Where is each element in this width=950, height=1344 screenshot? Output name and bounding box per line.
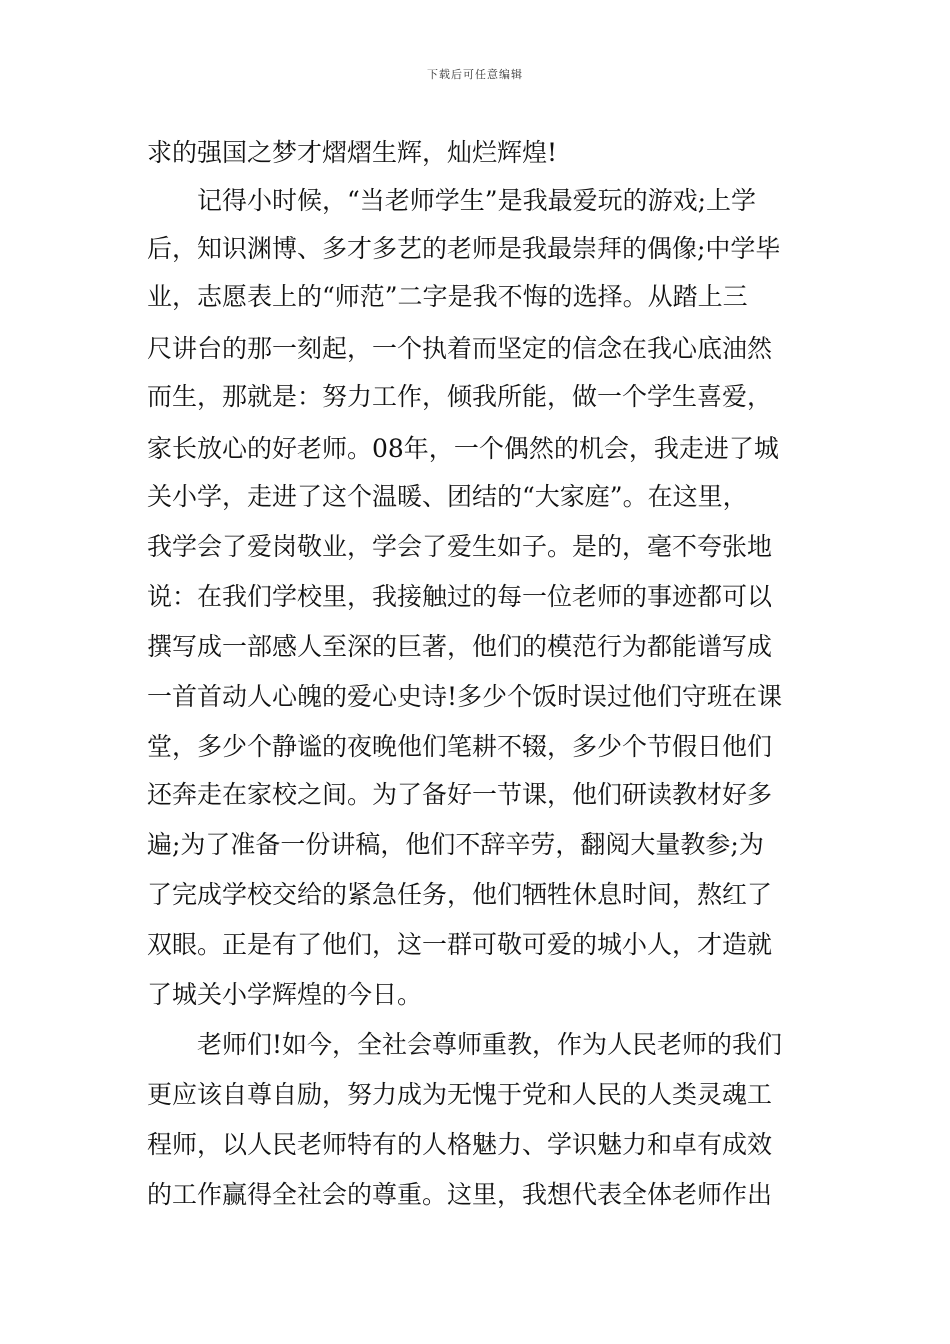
body-line: 程师，以人民老师特有的人格魅力、学识魅力和卓有成效 (147, 1130, 773, 1159)
page-header-note: 下载后可任意编辑 (427, 68, 523, 81)
body-line: 更应该自尊自励，努力成为无愧于党和人民的人类灵魂工 (147, 1080, 773, 1109)
body-line: 撰写成一部感人至深的巨著，他们的模范行为都能谱写成 (147, 632, 773, 661)
body-line: 的工作赢得全社会的尊重。这里，我想代表全体老师作出 (147, 1180, 773, 1209)
body-line: 堂，多少个静谧的夜晚他们笔耕不辍，多少个节假日他们 (147, 732, 773, 761)
body-line: 还奔走在家校之间。为了备好一节课，他们研读教材好多 (147, 780, 773, 809)
body-line: 业，志愿表上的“师范”二字是我不悔的选择。从踏上三 (147, 282, 748, 311)
body-line: 遍;为了准备一份讲稿，他们不辞辛劳，翻阅大量教参;为 (147, 830, 764, 859)
body-line: 双眼。正是有了他们，这一群可敬可爱的城小人，才造就 (147, 930, 773, 959)
body-line: 尺讲台的那一刻起，一个执着而坚定的信念在我心底油然 (147, 334, 773, 363)
body-line: 一首首动人心魄的爱心史诗!多少个饭时误过他们守班在课 (147, 682, 783, 711)
body-line: 求的强国之梦才熠熠生辉，灿烂辉煌! (147, 138, 558, 167)
body-line: 记得小时候，“当老师学生”是我最爱玩的游戏;上学 (147, 186, 756, 215)
body-line: 而生，那就是：努力工作，倾我所能，做一个学生喜爱， (147, 382, 773, 411)
body-line: 我学会了爱岗敬业，学会了爱生如子。是的，毫不夸张地 (147, 532, 773, 561)
body-line: 说：在我们学校里，我接触过的每一位老师的事迹都可以 (147, 582, 773, 611)
body-line: 了完成学校交给的紧急任务，他们牺牲休息时间，熬红了 (147, 880, 773, 909)
body-line: 关小学，走进了这个温暖、团结的“大家庭”。在这里， (147, 482, 748, 511)
body-line: 了城关小学辉煌的今日。 (147, 980, 423, 1009)
body-line: 后，知识渊博、多才多艺的老师是我最崇拜的偶像;中学毕 (147, 234, 781, 263)
body-line: 老师们!如今，全社会尊师重教，作为人民老师的我们 (147, 1030, 783, 1059)
body-line: 家长放心的好老师。08年，一个偶然的机会，我走进了城 (147, 434, 779, 463)
